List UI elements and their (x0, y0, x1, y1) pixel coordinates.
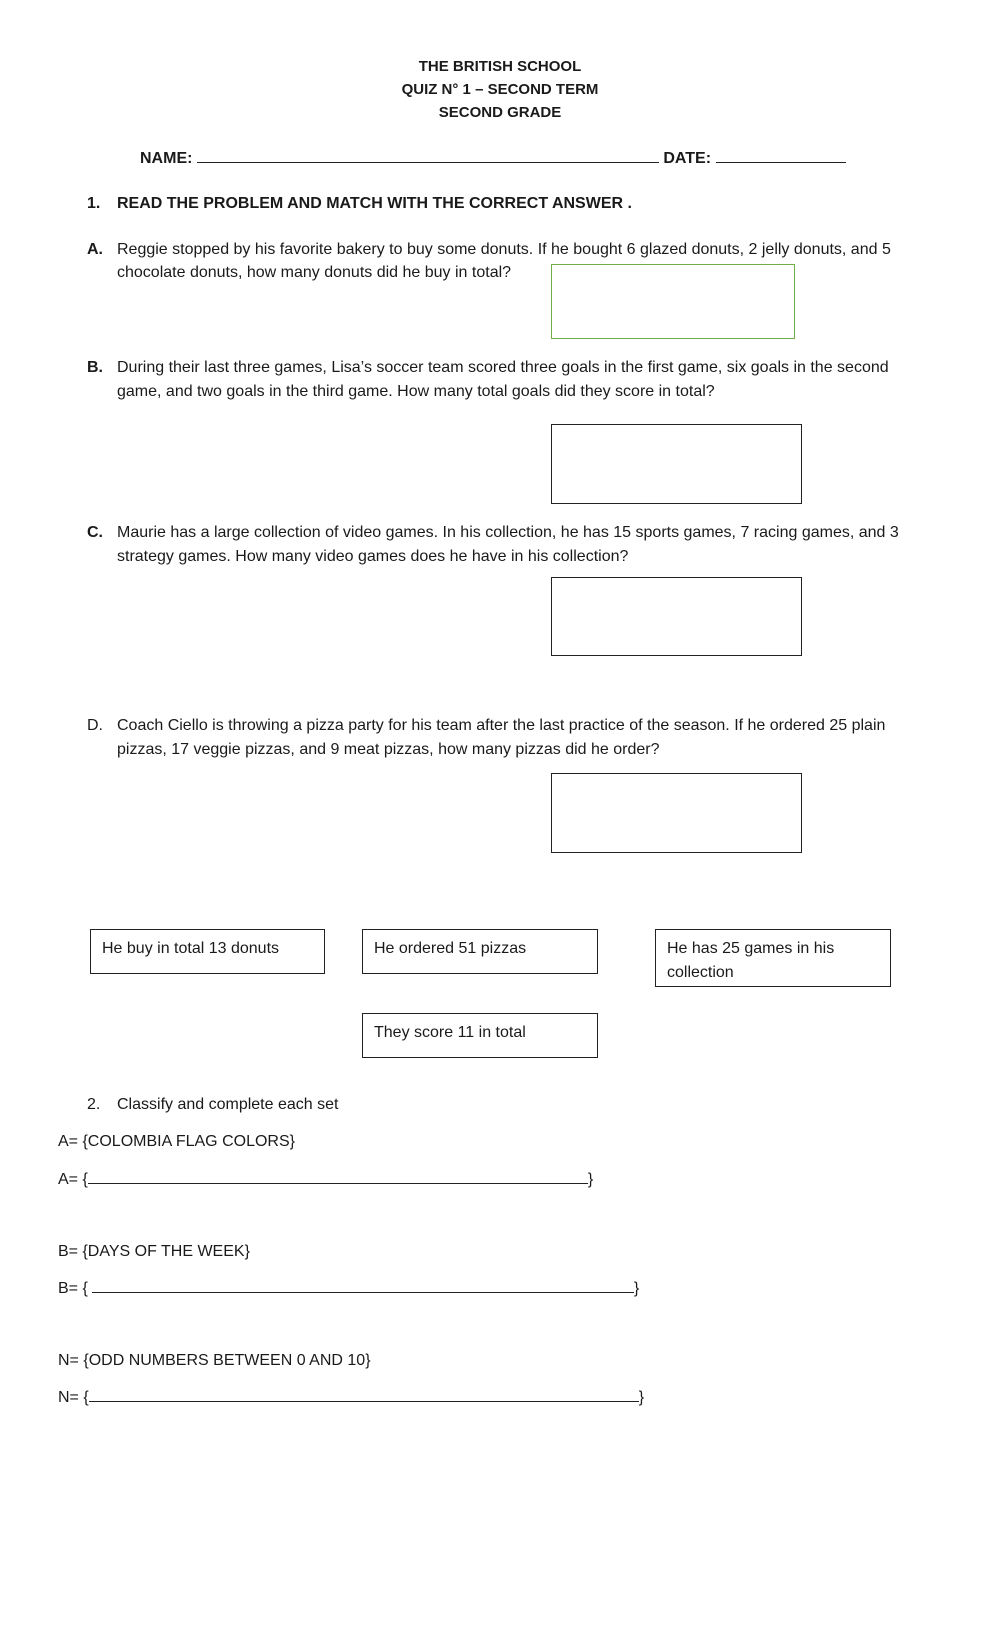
section1-title: READ THE PROBLEM AND MATCH WITH THE CORRECT ANSWER . (117, 195, 632, 212)
set-definition: N= {ODD NUMBERS BETWEEN 0 AND 10} (58, 1352, 371, 1369)
answer-option-text: He buy in total 13 donuts (102, 940, 280, 957)
set-definition: B= {DAYS OF THE WEEK} (58, 1243, 250, 1260)
problem-letter: C. (87, 524, 103, 541)
school-title: THE BRITISH SCHOOL (418, 58, 582, 75)
set-prefix: N= { (58, 1389, 89, 1406)
answer-option-text: They score 11 in total (374, 1024, 526, 1041)
set-a-input[interactable] (88, 1167, 588, 1184)
answer-option[interactable] (655, 929, 891, 987)
set-suffix: } (587, 1171, 594, 1188)
problem-c-line2: strategy games. How many video games does he have in his collection? (117, 548, 629, 565)
section2-title: Classify and complete each set (117, 1096, 339, 1113)
set-suffix: } (633, 1280, 640, 1297)
section1-number: 1. (87, 195, 101, 212)
set-b-input[interactable] (92, 1276, 634, 1293)
set-prefix: A= { (58, 1171, 88, 1188)
section2-number: 2. (87, 1096, 101, 1113)
answer-box-a[interactable] (551, 264, 795, 339)
name-field[interactable] (197, 146, 659, 163)
answer-option[interactable] (90, 929, 325, 974)
problem-letter: D. (87, 717, 103, 734)
set-answer-row (58, 1276, 639, 1301)
set-suffix: } (638, 1389, 645, 1406)
name-label: NAME: (140, 150, 193, 167)
answer-option-text: He ordered 51 pizzas (374, 940, 527, 957)
problem-b-line1: During their last three games, Lisa’s soccer team scored three goals in the first game, six goals in the second (117, 359, 889, 376)
answer-box-c[interactable] (551, 577, 802, 656)
answer-option[interactable] (362, 1013, 598, 1058)
problem-letter: B. (87, 359, 103, 376)
problem-b-line2: game, and two goals in the third game. How many total goals did they score in total? (117, 383, 715, 400)
set-n-input[interactable] (89, 1385, 639, 1402)
problem-letter: A. (87, 241, 103, 258)
answer-option-text: He has 25 games in his collection (667, 940, 835, 981)
problem-d-line1: Coach Ciello is throwing a pizza party for his team after the last practice of the season. If he ordered 25 plain (117, 717, 886, 734)
quiz-title: QUIZ N° 1 – SECOND TERM (401, 81, 599, 98)
grade-title: SECOND GRADE (438, 104, 562, 121)
answer-option[interactable] (362, 929, 598, 974)
name-row (140, 146, 846, 171)
set-answer-row (58, 1385, 644, 1410)
set-answer-row (58, 1167, 593, 1192)
set-prefix: B= { (58, 1280, 88, 1297)
answer-box-d[interactable] (551, 773, 802, 853)
date-label: DATE: (663, 150, 712, 167)
problem-a-line2: chocolate donuts, how many donuts did he buy in total? (117, 264, 512, 281)
problem-a-line1: Reggie stopped by his favorite bakery to buy some donuts. If he bought 6 glazed donuts, 2 jelly donuts, and 5 (117, 241, 891, 258)
problem-d-line2: pizzas, 17 veggie pizzas, and 9 meat pizzas, how many pizzas did he order? (117, 741, 660, 758)
answer-box-b[interactable] (551, 424, 802, 504)
set-definition: A= {COLOMBIA FLAG COLORS} (58, 1133, 295, 1150)
date-field[interactable] (716, 146, 846, 163)
problem-c-line1: Maurie has a large collection of video games. In his collection, he has 15 sports games, 7 racing games, and 3 (117, 524, 899, 541)
